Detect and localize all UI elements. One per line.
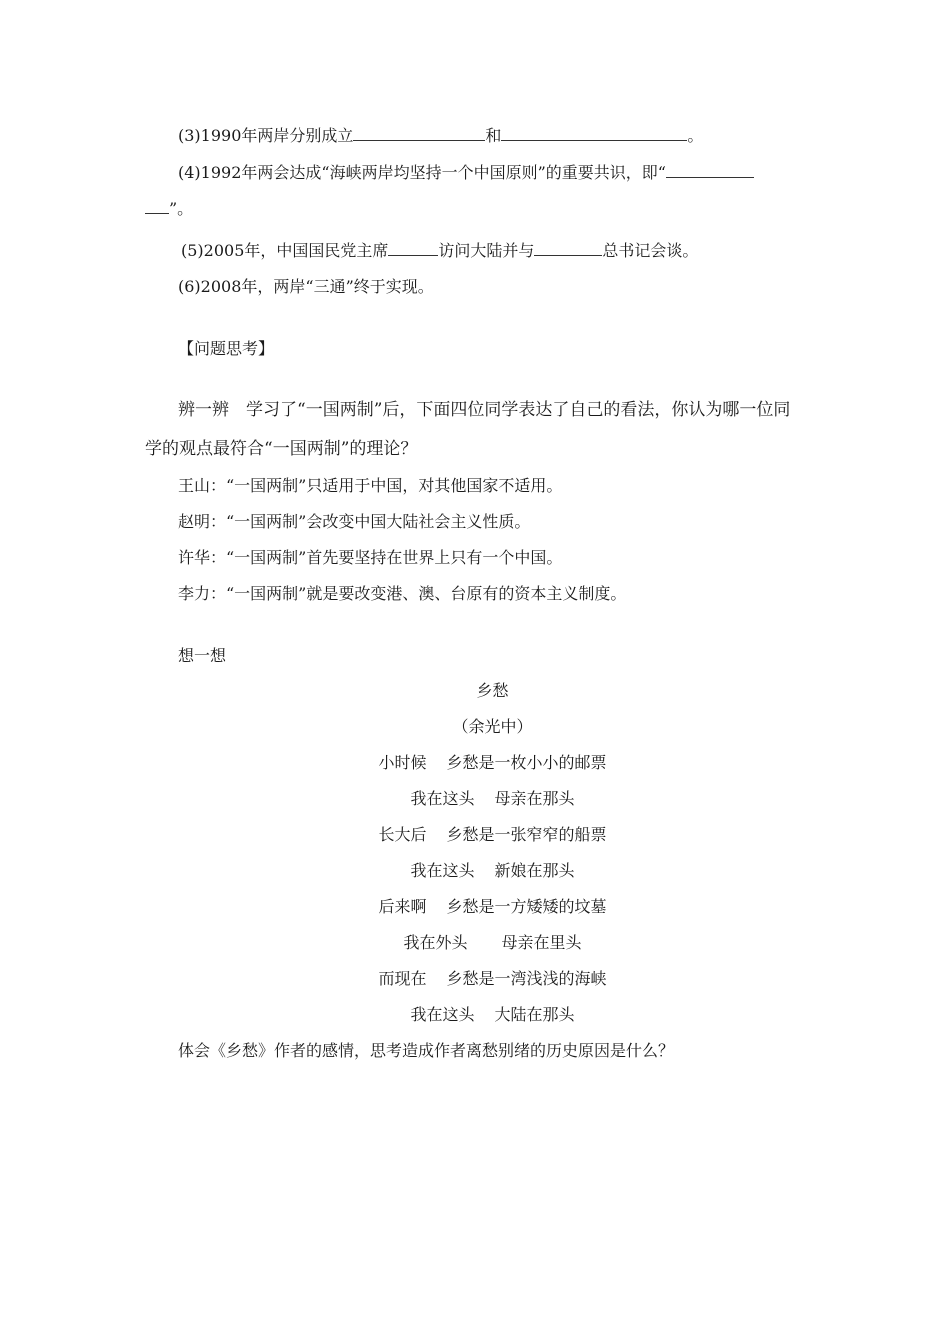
blank-field[interactable] [534, 241, 602, 256]
discuss-intro-line-1: 辨一辨 学习了“一国两制”后，下面四位同学表达了自己的看法，你认为哪一位同 [178, 400, 791, 420]
poem-line-right: 乡愁是一枚小小的邮票 [446, 753, 607, 772]
poem-line-left: 我在这头 [410, 1005, 475, 1024]
poem-line-right: 母亲在里头 [501, 933, 582, 952]
poem-line-right: 乡愁是一张窄窄的船票 [446, 825, 607, 844]
poem-line [0, 861, 950, 881]
poem-line-right: 乡愁是一湾浅浅的海峡 [446, 969, 607, 988]
fill-in-item-5 [181, 241, 698, 261]
poem-line [0, 753, 950, 773]
item5-text-b: 访问大陆并与 [438, 241, 535, 260]
poem-line-left: 我在这头 [410, 789, 475, 808]
poem-line-left: 我在这头 [410, 861, 475, 880]
blank-field[interactable] [501, 126, 687, 141]
poem-line-left: 长大后 [378, 825, 427, 844]
opinion-zhaoming: 赵明：“一国两制”会改变中国大陆社会主义性质。 [178, 512, 531, 531]
think-label: 想一想 [178, 646, 227, 665]
fill-in-item-4 [178, 163, 754, 183]
poem-line [0, 969, 950, 989]
item3-text-b: 和 [485, 126, 502, 145]
fill-in-item-3 [178, 126, 703, 146]
poem-line-left: 后来啊 [378, 897, 427, 916]
poem-line [0, 1005, 950, 1025]
poem-line-right: 母亲在那头 [494, 789, 575, 808]
blank-field[interactable] [353, 126, 485, 141]
poem-title: 乡愁 [476, 681, 509, 700]
poem-line-left: 而现在 [378, 969, 427, 988]
poem-line-left: 小时候 [378, 753, 427, 772]
poem-line [0, 789, 950, 809]
poem-line [0, 825, 950, 845]
item3-text-a: (3)1990年两岸分别成立 [178, 126, 354, 145]
discuss-intro-line-2: 学的观点最符合“一国两制”的理论？ [145, 439, 418, 459]
poem-line-right: 新娘在那头 [494, 861, 575, 880]
poem-line-left: 我在外头 [403, 933, 468, 952]
item4-text-b: ”。 [169, 199, 194, 218]
poem-line [0, 897, 950, 917]
opinion-lili: 李力：“一国两制”就是要改变港、澳、台原有的资本主义制度。 [178, 584, 627, 603]
poem-author: （余光中） [452, 717, 533, 736]
fill-in-item-4-cont [145, 199, 193, 219]
poem-line-right: 大陆在那头 [494, 1005, 575, 1024]
item3-text-c: 。 [687, 126, 704, 145]
section-title: 【问题思考】 [178, 339, 275, 358]
opinion-xuhua: 许华：“一国两制”首先要坚持在世界上只有一个中国。 [178, 548, 563, 567]
item5-text-a: (5)2005年，中国国民党主席 [181, 241, 389, 260]
opinion-wangshan: 王山：“一国两制”只适用于中国，对其他国家不适用。 [178, 476, 563, 495]
poem-line-right: 乡愁是一方矮矮的坟墓 [446, 897, 607, 916]
blank-field[interactable] [145, 199, 169, 214]
poem-line [0, 933, 950, 953]
think-question: 体会《乡愁》作者的感情，思考造成作者离愁别绪的历史原因是什么？ [178, 1041, 675, 1060]
blank-field[interactable] [388, 241, 438, 256]
item4-text-a: (4)1992年两会达成“海峡两岸均坚持一个中国原则”的重要共识，即“ [178, 163, 666, 182]
item5-text-c: 总书记会谈。 [602, 241, 699, 260]
fill-in-item-6: (6)2008年，两岸“三通”终于实现。 [178, 277, 434, 296]
blank-field[interactable] [666, 163, 754, 178]
